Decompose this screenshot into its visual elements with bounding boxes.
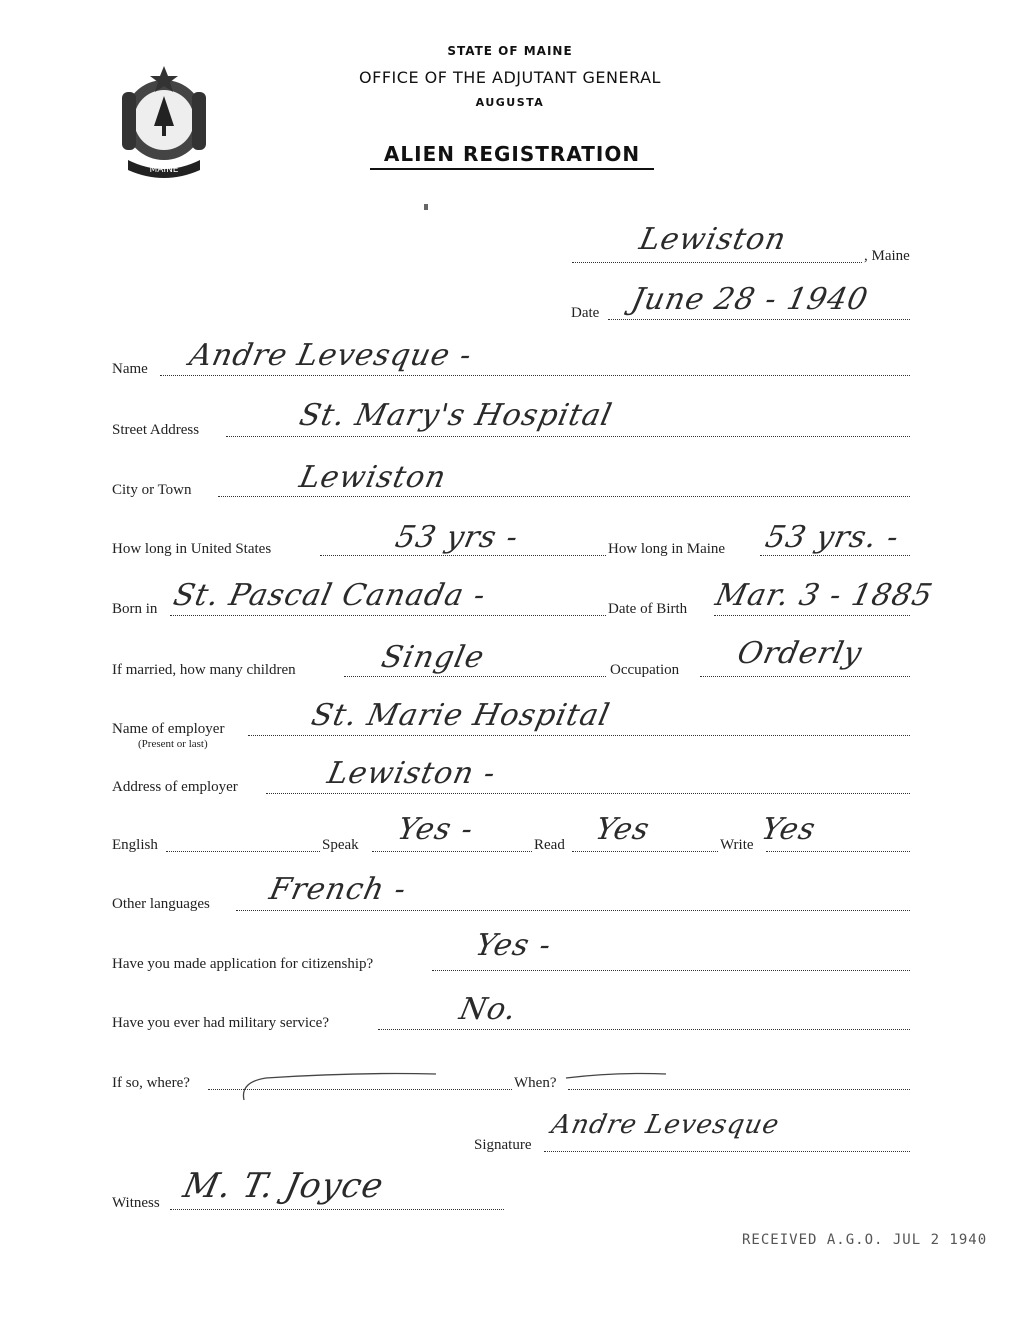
other-languages-value: French - <box>266 872 410 907</box>
citizenship-value: Yes - <box>472 928 555 963</box>
employer-value: St. Marie Hospital <box>308 698 614 733</box>
read-value: Yes <box>592 812 654 847</box>
maine-time-label: How long in Maine <box>608 541 726 557</box>
read-label: Read <box>534 837 565 853</box>
date-line <box>608 319 910 320</box>
citizenship-line <box>432 970 910 971</box>
dob-line <box>714 615 910 616</box>
children-line <box>344 676 606 677</box>
speak-line <box>372 851 532 852</box>
other-languages-line <box>236 910 910 911</box>
header-office: OFFICE OF THE ADJUTANT GENERAL <box>359 68 661 87</box>
born-label: Born in <box>112 601 158 617</box>
military-line <box>378 1029 910 1030</box>
received-stamp: RECEIVED A.G.O. JUL 2 1940 <box>742 1232 988 1248</box>
maine-time-value: 53 yrs. - <box>762 520 903 555</box>
signature-line <box>544 1151 910 1152</box>
born-value: St. Pascal Canada - <box>170 578 490 613</box>
form-title: ALIEN REGISTRATION <box>370 142 654 170</box>
other-languages-label: Other languages <box>112 896 210 912</box>
speak-value: Yes - <box>394 812 477 847</box>
name-label: Name <box>112 361 148 377</box>
street-value: St. Mary's Hospital <box>296 398 616 433</box>
maine-time-line <box>760 555 910 556</box>
when-label: When? <box>514 1075 557 1091</box>
town-value: Lewiston <box>636 222 790 257</box>
signature-value: Andre Levesque <box>548 1110 783 1140</box>
date-value: June 28 - 1940 <box>628 282 872 317</box>
header-city: AUGUSTA <box>475 96 545 109</box>
english-label: English <box>112 837 158 853</box>
us-time-line <box>320 555 606 556</box>
english-line <box>166 851 320 852</box>
employer-line <box>248 735 910 736</box>
military-value: No. <box>456 992 521 1027</box>
name-value: Andre Levesque - <box>186 338 476 373</box>
us-time-label: How long in United States <box>112 541 272 557</box>
employer-address-line <box>266 793 910 794</box>
date-label: Date <box>571 305 600 321</box>
speak-label: Speak <box>322 837 359 853</box>
us-time-value: 53 yrs - <box>392 520 522 555</box>
dob-label: Date of Birth <box>608 601 688 617</box>
write-line <box>766 851 910 852</box>
children-label: If married, how many children <box>112 662 296 678</box>
where-label: If so, where? <box>112 1075 190 1091</box>
employer-address-value: Lewiston - <box>324 756 500 791</box>
employer-label: Name of employer <box>112 721 225 737</box>
city-line <box>218 496 910 497</box>
seal-text: MAINE <box>149 165 179 175</box>
ink-mark <box>424 204 428 210</box>
signature-label: Signature <box>474 1137 532 1153</box>
maine-label: , Maine <box>864 248 910 264</box>
pen-stroke <box>236 1064 676 1104</box>
children-value: Single <box>378 640 488 675</box>
write-value: Yes <box>758 812 820 847</box>
citizenship-label: Have you made application for citizenship? <box>112 956 374 972</box>
occupation-label: Occupation <box>610 662 680 678</box>
town-line <box>572 262 862 263</box>
born-line <box>170 615 606 616</box>
street-label: Street Address <box>112 422 200 438</box>
witness-value: M. T. Joyce <box>179 1166 388 1206</box>
occupation-line <box>700 676 910 677</box>
write-label: Write <box>720 837 754 853</box>
occupation-value: Orderly <box>734 636 866 671</box>
city-value: Lewiston <box>296 460 450 495</box>
witness-line <box>170 1209 504 1210</box>
military-label: Have you ever had military service? <box>112 1015 329 1031</box>
city-label: City or Town <box>112 482 192 498</box>
dob-value: Mar. 3 - 1885 <box>712 578 937 613</box>
read-line <box>572 851 718 852</box>
employer-sublabel: (Present or last) <box>138 738 208 750</box>
name-line <box>160 375 910 376</box>
header-state: STATE OF MAINE <box>447 44 573 58</box>
street-line <box>226 436 910 437</box>
witness-label: Witness <box>112 1195 160 1211</box>
state-seal <box>108 56 220 182</box>
employer-address-label: Address of employer <box>112 779 238 795</box>
